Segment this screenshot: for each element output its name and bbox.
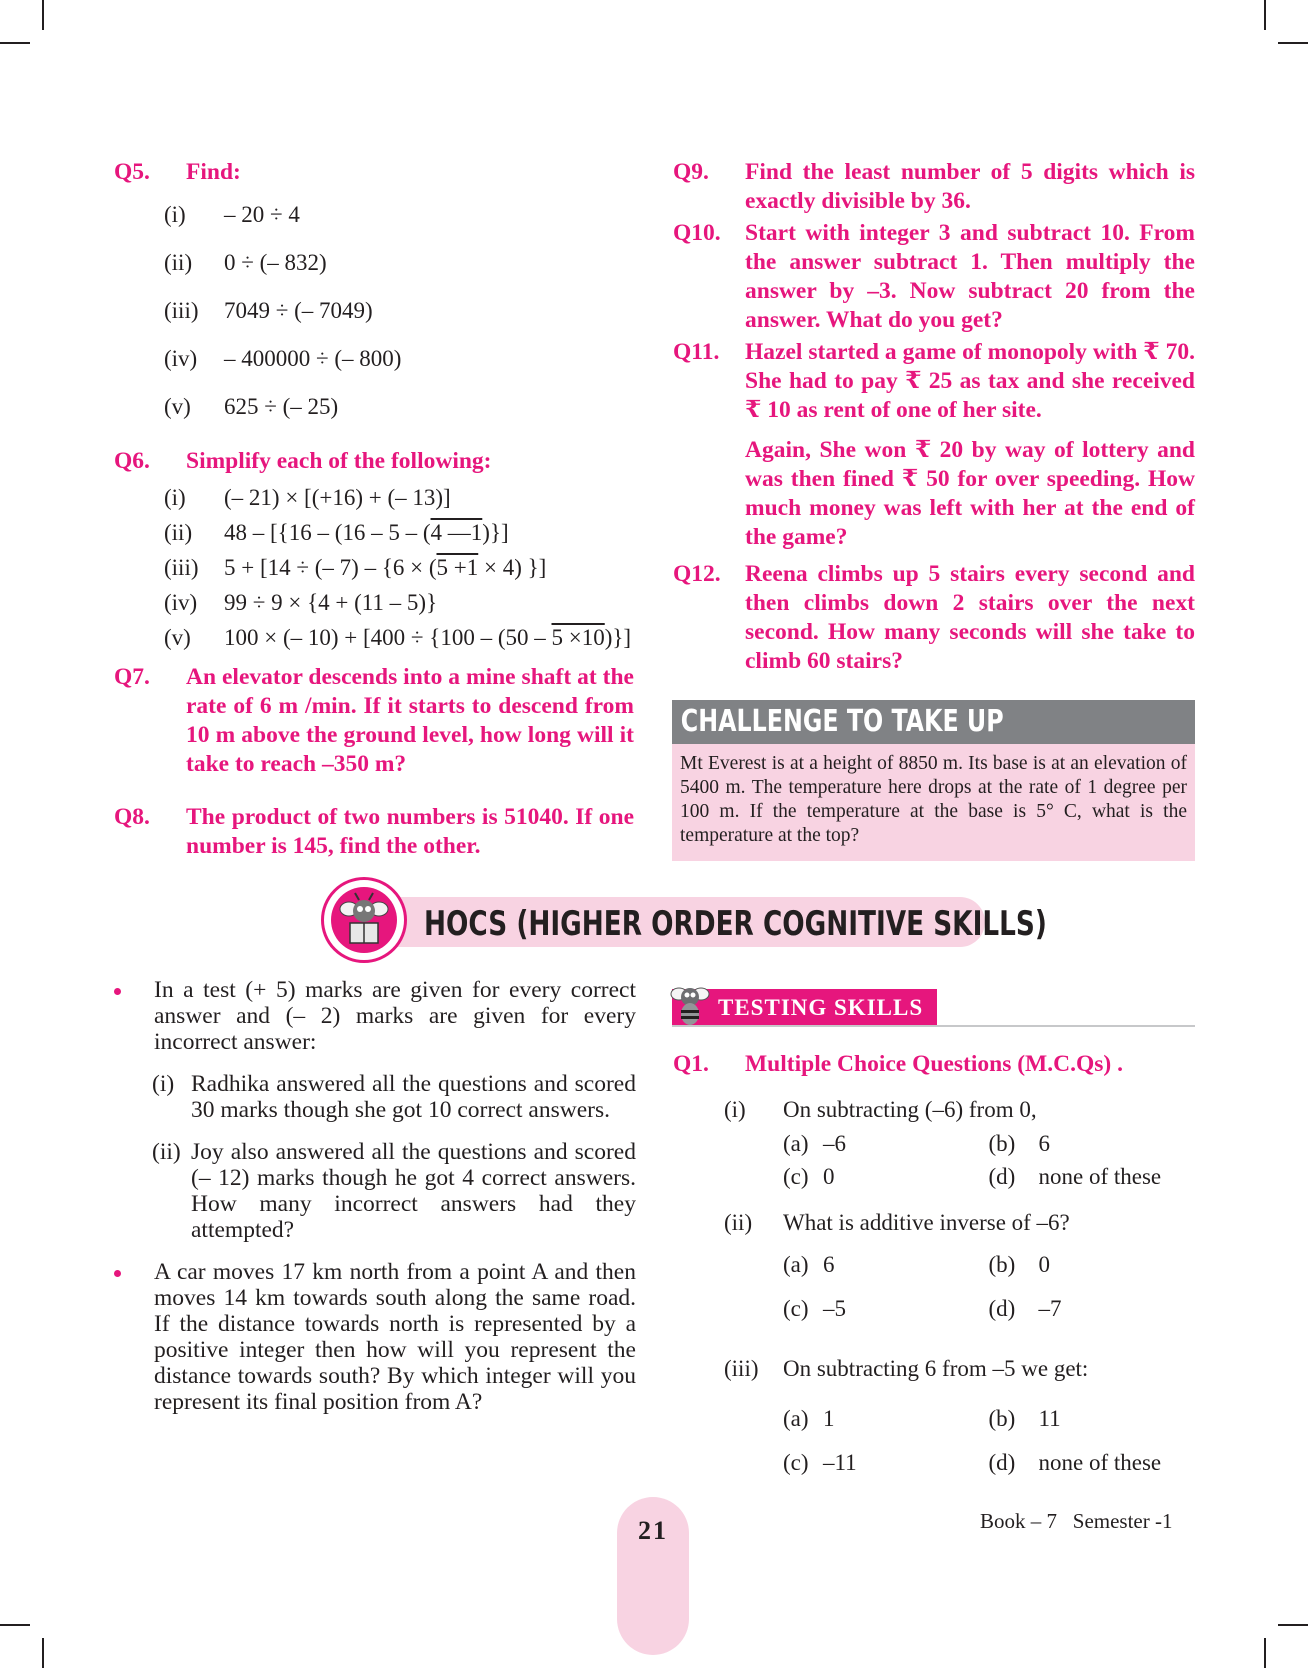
list-item: (iii) 7049 ÷ (– 7049) <box>164 298 373 323</box>
question-q7 <box>114 663 634 779</box>
crop-mark <box>1278 42 1308 44</box>
question-number: Q1. <box>673 1051 709 1077</box>
question-q6 <box>114 447 634 476</box>
bee-reading-icon <box>331 887 397 953</box>
question-q5 <box>114 158 634 187</box>
question-number: Q5. <box>114 159 150 185</box>
page-number: 21 <box>638 1516 668 1545</box>
question-number: Q12. <box>673 561 721 587</box>
mcq-item: (iii) On subtracting 6 from –5 we get: (a) 1 (b) 11 (c) –11 (d) none of these <box>724 1355 1194 1477</box>
divider <box>672 1025 1195 1027</box>
book-label: Book – 7 Semester -1 <box>980 1509 1173 1533</box>
challenge-body: Mt Everest is at a height of 8850 m. Its base is at an elevation of 5400 m. The temperature here drops at the rate of 1 degree per 100 m. If the temperature at the base is 5° C, what is the temperature at the top? <box>672 744 1195 861</box>
testing-skills-title: TESTING SKILLS <box>718 995 924 1020</box>
list-item: (ii) 0 ÷ (– 832) <box>164 250 327 275</box>
question-q11 <box>673 338 1195 552</box>
bee-icon <box>668 981 712 1027</box>
question-title: Multiple Choice Questions (M.C.Qs) . <box>745 1051 1123 1077</box>
question-title: Find: <box>186 159 241 185</box>
question-text-continued: Again, She won ₹ 20 by way of lottery and was then fined ₹ 50 for over speeding. How much money was left with her at the end of the game? <box>745 437 1195 550</box>
left-column <box>114 158 634 861</box>
list-item: (ii) 48 – [{16 – (16 – 5 – (4 —1)}] <box>164 520 509 545</box>
question-text: Hazel started a game of monopoly with ₹ 70. She had to pay ₹ 25 as tax and she received ₹ 10 as rent of one of her site. <box>745 339 1195 423</box>
list-item: (iv) – 400000 ÷ (– 800) <box>164 346 402 371</box>
mcq-item: (i) On subtracting (–6) from 0, (a) –6 (b) 6 (c) 0 (d) none of these <box>724 1096 1194 1191</box>
mcq-option[interactable]: (d) none of these <box>988 1164 1162 1189</box>
question-text: Find the least number of 5 digits which is exactly divisible by 36. <box>745 159 1195 214</box>
question-q10 <box>673 219 1195 335</box>
mcq-option[interactable]: (b) 11 <box>988 1406 1061 1431</box>
crop-mark <box>1278 1624 1308 1626</box>
list-item: A car moves 17 km north from a point A and then moves 14 km towards south along the same road. If the distance towards north is represented by a positive integer then how will you represent the distance towards south? By which integer will you represent its final position from A? <box>106 1259 636 1415</box>
crop-mark <box>0 42 30 44</box>
question-number: Q10. <box>673 220 721 246</box>
hocs-questions <box>106 977 636 1415</box>
right-column <box>673 158 1195 676</box>
question-title: Simplify each of the following: <box>186 448 492 474</box>
mcq-option[interactable]: (b) 0 <box>988 1252 1050 1277</box>
list-item: (i) Radhika answered all the questions and scored 30 marks though she got 10 correct answers. <box>152 1071 636 1123</box>
mcq-option[interactable]: (b) 6 <box>988 1131 1050 1156</box>
list-item: (iv) 99 ÷ 9 × {4 + (11 – 5)} <box>164 590 438 615</box>
question-number: Q11. <box>673 339 720 365</box>
question-text: Reena climbs up 5 stairs every second and then climbs down 2 stairs over the next second. How many seconds will she take to climb 60 stairs? <box>745 561 1195 674</box>
mcq-option[interactable]: (c) 0 <box>783 1164 835 1189</box>
crop-mark <box>1264 1638 1266 1668</box>
mcq-option[interactable]: (a) 1 <box>783 1406 835 1431</box>
list-item: (iii) 5 + [14 ÷ (– 7) – {6 × (5 +1 × 4) }] <box>164 555 547 580</box>
question-text: The product of two numbers is 51040. If one number is 145, find the other. <box>186 804 634 859</box>
hocs-badge <box>321 877 407 963</box>
mcq-option[interactable]: (a) –6 <box>783 1131 846 1156</box>
question-number: Q7. <box>114 664 150 690</box>
list-item: In a test (+ 5) marks are given for every correct answer and (– 2) marks are given for every incorrect answer: <box>106 977 636 1055</box>
bullet-icon <box>114 988 121 995</box>
list-item: (v) 625 ÷ (– 25) <box>164 394 339 419</box>
list-item: (v) 100 × (– 10) + [400 ÷ {100 – (50 – 5 ×10)}] <box>164 625 632 650</box>
list-item: (i) – 20 ÷ 4 <box>164 202 300 227</box>
crop-mark <box>42 0 44 30</box>
question-q8 <box>114 803 634 861</box>
bullet-icon <box>114 1270 121 1277</box>
question-q9 <box>673 158 1195 216</box>
mcq-option[interactable]: (c) –11 <box>783 1450 857 1475</box>
question-q12 <box>673 560 1195 676</box>
challenge-header <box>672 700 1195 744</box>
list-item: (i) (– 21) × [(+16) + (– 13)] <box>164 485 451 510</box>
crop-mark <box>0 1624 30 1626</box>
question-q1 <box>673 1050 1195 1079</box>
hocs-title: HOCS (HIGHER ORDER COGNITIVE SKILLS) <box>424 904 1047 944</box>
question-text: Start with integer 3 and subtract 10. From the answer subtract 1. Then multiply the answer by –3. Now subtract 20 from the answer. What do you get? <box>745 220 1195 333</box>
question-number: Q9. <box>673 159 709 185</box>
mcq-section <box>673 1050 1195 1475</box>
mcq-option[interactable]: (d) none of these <box>988 1450 1162 1475</box>
mcq-option[interactable]: (a) 6 <box>783 1252 835 1277</box>
mcq-item: (ii) What is additive inverse of –6? (a) 6 (b) 0 (c) –5 (d) –7 <box>724 1209 1194 1323</box>
list-item: (ii) Joy also answered all the questions and scored (– 12) marks though he got 4 correct answers. How many incorrect answers had they attempted? <box>152 1139 636 1243</box>
question-number: Q6. <box>114 448 150 474</box>
question-number: Q8. <box>114 804 150 830</box>
question-text: An elevator descends into a mine shaft at the rate of 6 m /min. If it starts to descend from 10 m above the ground level, how long will it take to reach –350 m? <box>186 664 634 777</box>
mcq-option[interactable]: (c) –5 <box>783 1296 846 1321</box>
challenge-title: CHALLENGE TO TAKE UP <box>680 704 1004 739</box>
mcq-option[interactable]: (d) –7 <box>988 1296 1062 1321</box>
crop-mark <box>1264 0 1266 30</box>
crop-mark <box>42 1638 44 1668</box>
